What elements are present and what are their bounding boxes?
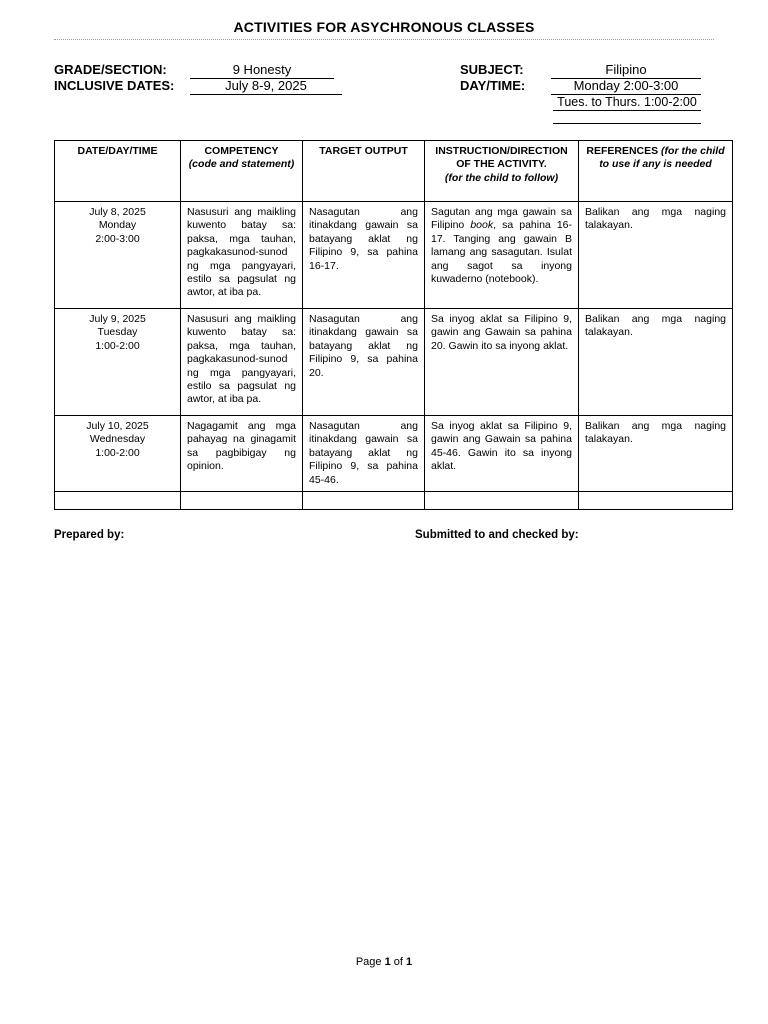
cell-references: Balikan ang mga naging talakayan. xyxy=(579,202,733,309)
activities-table xyxy=(54,140,733,510)
row-time: 2:00-3:00 xyxy=(95,232,140,245)
empty-cell xyxy=(303,492,425,510)
empty-cell xyxy=(579,492,733,510)
row-day: Monday xyxy=(98,219,137,232)
empty-cell xyxy=(425,492,579,510)
table-row xyxy=(55,416,733,492)
day-time-value: Monday 2:00-3:00 xyxy=(551,79,701,95)
inclusive-dates-label: INCLUSIVE DATES: xyxy=(54,78,175,93)
cell-target-output: Nasagutan ang itinakdang gawain sa batayang aklat ng Filipino 9, sa pahina 20. xyxy=(303,309,425,416)
col-header-references-sub: (for the child to use if any is needed xyxy=(599,145,725,171)
col-header-instruction-sub: (for the child to follow) xyxy=(444,171,559,184)
page-of: of xyxy=(393,956,403,968)
table-header-row xyxy=(55,141,733,202)
col-header-references: REFERENCES (for the child to use if any is needed xyxy=(579,141,733,202)
prepared-by-label: Prepared by: xyxy=(54,529,125,541)
row-date: July 8, 2025 xyxy=(89,206,146,218)
title-divider xyxy=(54,39,714,40)
cell-instruction: Sa inyog aklat sa Filipino 9, gawin ang Gawain sa pahina 45-46. Gawin ito sa inyong aklat. xyxy=(425,416,579,492)
subject-label: SUBJECT: xyxy=(460,62,524,77)
day-time-value-2: Tues. to Thurs. 1:00-2:00 xyxy=(553,95,701,111)
cell-instruction: Sagutan ang mga gawain sa Filipino book, sa pahina 16-17. Tanging ang gawain B lamang ang sasagutan. Isulat ang sagot sa inyong kuwaderno (notebook). xyxy=(425,202,579,309)
cell-competency: Nagagamit ang mga pahayag na ginagamit sa pagbibigay ng opinion. xyxy=(181,416,303,492)
page-number xyxy=(0,956,768,968)
cell-target-output: Nasagutan ang itinakdang gawain sa batayang aklat ng Filipino 9, sa pahina 45-46. xyxy=(303,416,425,492)
col-header-date: DATE/DAY/TIME xyxy=(55,141,181,202)
table-row xyxy=(55,202,733,309)
cell-date xyxy=(55,309,181,416)
inclusive-dates-value: July 8-9, 2025 xyxy=(190,79,342,95)
cell-competency: Nasusuri ang maikling kuwento batay sa: paksa, mga tauhan, pagkakasunod-sunod ng mga pangyayari, estilo sa pagsulat ng awtor, at iba pa. xyxy=(181,202,303,309)
page-total: 1 xyxy=(406,956,413,968)
subject-value: Filipino xyxy=(551,63,701,79)
cell-references: Balikan ang mga naging talakayan. xyxy=(579,309,733,416)
document-title: ACTIVITIES FOR ASYCHRONOUS CLASSES xyxy=(233,19,535,35)
row-date: July 9, 2025 xyxy=(89,313,146,325)
cell-target-output: Nasagutan ang itinakdang gawain sa batayang aklat ng Filipino 9, sa pahina 16-17. xyxy=(303,202,425,309)
row-day: Wednesday xyxy=(89,433,146,446)
cell-references: Balikan ang mga naging talakayan. xyxy=(579,416,733,492)
col-header-target-output: TARGET OUTPUT xyxy=(303,141,425,202)
col-header-instruction: INSTRUCTION/DIRECTION OF THE ACTIVITY. (for the child to follow) xyxy=(425,141,579,202)
cell-date xyxy=(55,202,181,309)
row-date: July 10, 2025 xyxy=(86,420,149,432)
grade-section-label: GRADE/SECTION: xyxy=(54,62,167,77)
table-row-empty xyxy=(55,492,733,510)
submitted-to-label: Submitted to and checked by: xyxy=(415,529,579,541)
cell-instruction: Sa inyog aklat sa Filipino 9, gawin ang Gawain sa pahina 20. Gawin ito sa inyong aklat. xyxy=(425,309,579,416)
row-day: Tuesday xyxy=(97,326,138,339)
col-header-competency: COMPETENCY (code and statement) xyxy=(181,141,303,202)
cell-competency: Nasusuri ang maikling kuwento batay sa: paksa, mga tauhan, pagkakasunod-sunod ng mga pangyayari, estilo sa pagsulat ng awtor, at iba pa. xyxy=(181,309,303,416)
grade-section-value: 9 Honesty xyxy=(190,63,334,79)
row-time: 1:00-2:00 xyxy=(95,446,140,459)
day-time-label: DAY/TIME: xyxy=(460,78,526,93)
table-row xyxy=(55,309,733,416)
cell-date xyxy=(55,416,181,492)
blank-underline xyxy=(553,123,701,124)
page-label: Page xyxy=(355,956,382,968)
row-time: 1:00-2:00 xyxy=(95,339,140,352)
empty-cell xyxy=(181,492,303,510)
col-header-competency-sub: (code and statement) xyxy=(188,158,295,171)
page-current: 1 xyxy=(384,956,391,968)
empty-cell xyxy=(55,492,181,510)
